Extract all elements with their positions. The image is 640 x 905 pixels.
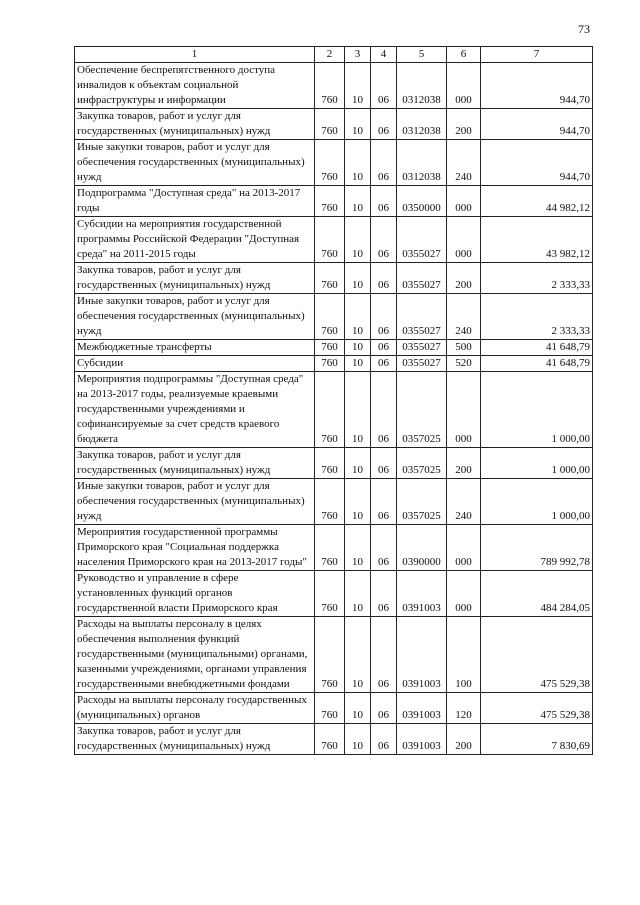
row-name-cell: Иные закупки товаров, работ и услуг для обеспечения государственных (муниципальных) нужд [75,294,315,340]
code-cell: 500 [447,340,481,356]
row-name-cell: Иные закупки товаров, работ и услуг для обеспечения государственных (муниципальных) нужд [75,140,315,186]
code-cell: 06 [371,294,397,340]
code-cell: 0391003 [397,571,447,617]
row-name-cell: Подпрограмма "Доступная среда" на 2013-2017 годы [75,186,315,217]
code-cell: 06 [371,617,397,693]
table-row [75,372,593,448]
code-cell: 200 [447,263,481,294]
code-cell: 760 [315,294,345,340]
code-cell: 000 [447,63,481,109]
code-cell: 0391003 [397,724,447,755]
code-cell: 760 [315,263,345,294]
code-cell: 200 [447,448,481,479]
amount-cell: 44 982,12 [481,186,593,217]
budget-table [74,46,593,755]
code-cell: 000 [447,525,481,571]
table-row [75,571,593,617]
table-row [75,140,593,186]
table-row [75,448,593,479]
column-header: 2 [315,47,345,63]
code-cell: 0355027 [397,294,447,340]
row-name-cell: Закупка товаров, работ и услуг для государственных (муниципальных) нужд [75,724,315,755]
code-cell: 10 [345,63,371,109]
code-cell: 760 [315,448,345,479]
code-cell: 760 [315,109,345,140]
column-header: 3 [345,47,371,63]
code-cell: 06 [371,448,397,479]
code-cell: 200 [447,109,481,140]
amount-cell: 2 333,33 [481,263,593,294]
column-header: 5 [397,47,447,63]
column-header: 6 [447,47,481,63]
code-cell: 06 [371,372,397,448]
code-cell: 760 [315,217,345,263]
code-cell: 0350000 [397,186,447,217]
table-body [75,63,593,755]
code-cell: 100 [447,617,481,693]
row-name-cell: Субсидии на мероприятия государственной программы Российской Федерации "Доступная среда" на 2011-2015 годы [75,217,315,263]
table-row [75,617,593,693]
code-cell: 06 [371,525,397,571]
row-name-cell: Субсидии [75,356,315,372]
code-cell: 06 [371,109,397,140]
code-cell: 760 [315,372,345,448]
code-cell: 10 [345,340,371,356]
table-row [75,263,593,294]
code-cell: 06 [371,186,397,217]
amount-cell: 1 000,00 [481,448,593,479]
code-cell: 06 [371,217,397,263]
code-cell: 760 [315,186,345,217]
code-cell: 06 [371,693,397,724]
code-cell: 0391003 [397,617,447,693]
code-cell: 10 [345,479,371,525]
code-cell: 760 [315,356,345,372]
code-cell: 06 [371,63,397,109]
table-row [75,693,593,724]
amount-cell: 41 648,79 [481,356,593,372]
column-header: 1 [75,47,315,63]
code-cell: 760 [315,340,345,356]
code-cell: 10 [345,294,371,340]
code-cell: 0390000 [397,525,447,571]
code-cell: 0355027 [397,340,447,356]
code-cell: 10 [345,693,371,724]
table-row [75,109,593,140]
amount-cell: 43 982,12 [481,217,593,263]
amount-cell: 475 529,38 [481,617,593,693]
amount-cell: 944,70 [481,109,593,140]
code-cell: 0312038 [397,63,447,109]
code-cell: 760 [315,140,345,186]
code-cell: 520 [447,356,481,372]
code-cell: 06 [371,724,397,755]
page-number: 73 [578,22,590,36]
amount-cell: 944,70 [481,63,593,109]
code-cell: 0355027 [397,217,447,263]
amount-cell: 7 830,69 [481,724,593,755]
code-cell: 0355027 [397,356,447,372]
code-cell: 000 [447,217,481,263]
code-cell: 10 [345,525,371,571]
row-name-cell: Закупка товаров, работ и услуг для государственных (муниципальных) нужд [75,448,315,479]
code-cell: 760 [315,63,345,109]
code-cell: 760 [315,693,345,724]
code-cell: 10 [345,356,371,372]
table-row [75,294,593,340]
code-cell: 06 [371,263,397,294]
row-name-cell: Расходы на выплаты персоналу государственных (муниципальных) органов [75,693,315,724]
table-row [75,479,593,525]
code-cell: 240 [447,479,481,525]
code-cell: 000 [447,571,481,617]
row-name-cell: Иные закупки товаров, работ и услуг для обеспечения государственных (муниципальных) нужд [75,479,315,525]
code-cell: 120 [447,693,481,724]
code-cell: 0357025 [397,448,447,479]
code-cell: 0391003 [397,693,447,724]
amount-cell: 944,70 [481,140,593,186]
code-cell: 000 [447,186,481,217]
code-cell: 10 [345,217,371,263]
code-cell: 200 [447,724,481,755]
code-cell: 10 [345,724,371,755]
code-cell: 10 [345,372,371,448]
code-cell: 760 [315,617,345,693]
table-row [75,340,593,356]
code-cell: 10 [345,571,371,617]
code-cell: 10 [345,140,371,186]
code-cell: 0312038 [397,109,447,140]
amount-cell: 475 529,38 [481,693,593,724]
code-cell: 760 [315,571,345,617]
code-cell: 06 [371,479,397,525]
row-name-cell: Мероприятия подпрограммы "Доступная среда" на 2013-2017 годы, реализуемые краевыми государственными учреждениями и софинансируемые за счет средств краевого бюджета [75,372,315,448]
code-cell: 06 [371,140,397,186]
row-name-cell: Руководство и управление в сфере установленных функций органов государственной власти Приморского края [75,571,315,617]
amount-cell: 41 648,79 [481,340,593,356]
table-row [75,186,593,217]
code-cell: 10 [345,109,371,140]
table-row [75,356,593,372]
row-name-cell: Мероприятия государственной программы Приморского края "Социальная поддержка населения Приморского края на 2013-2017 годы" [75,525,315,571]
table-row [75,525,593,571]
amount-cell: 1 000,00 [481,479,593,525]
code-cell: 06 [371,571,397,617]
amount-cell: 1 000,00 [481,372,593,448]
code-cell: 240 [447,140,481,186]
code-cell: 0357025 [397,372,447,448]
code-cell: 000 [447,372,481,448]
code-cell: 10 [345,263,371,294]
code-cell: 760 [315,479,345,525]
code-cell: 10 [345,186,371,217]
header-row [75,47,593,63]
code-cell: 10 [345,617,371,693]
code-cell: 760 [315,525,345,571]
amount-cell: 484 284,05 [481,571,593,617]
code-cell: 760 [315,724,345,755]
code-cell: 06 [371,356,397,372]
amount-cell: 789 992,78 [481,525,593,571]
table-row [75,217,593,263]
code-cell: 0357025 [397,479,447,525]
row-name-cell: Межбюджетные трансферты [75,340,315,356]
amount-cell: 2 333,33 [481,294,593,340]
code-cell: 240 [447,294,481,340]
code-cell: 10 [345,448,371,479]
table-row [75,63,593,109]
code-cell: 06 [371,340,397,356]
column-header: 7 [481,47,593,63]
row-name-cell: Закупка товаров, работ и услуг для государственных (муниципальных) нужд [75,263,315,294]
row-name-cell: Закупка товаров, работ и услуг для государственных (муниципальных) нужд [75,109,315,140]
code-cell: 0355027 [397,263,447,294]
column-header: 4 [371,47,397,63]
row-name-cell: Обеспечение беспрепятственного доступа инвалидов к объектам социальной инфраструктуры и информации [75,63,315,109]
row-name-cell: Расходы на выплаты персоналу в целях обеспечения выполнения функций государственными (муниципальными) органами, казенными учреждениями, органами управления государственными внебюджетными фондами [75,617,315,693]
code-cell: 0312038 [397,140,447,186]
table-row [75,724,593,755]
